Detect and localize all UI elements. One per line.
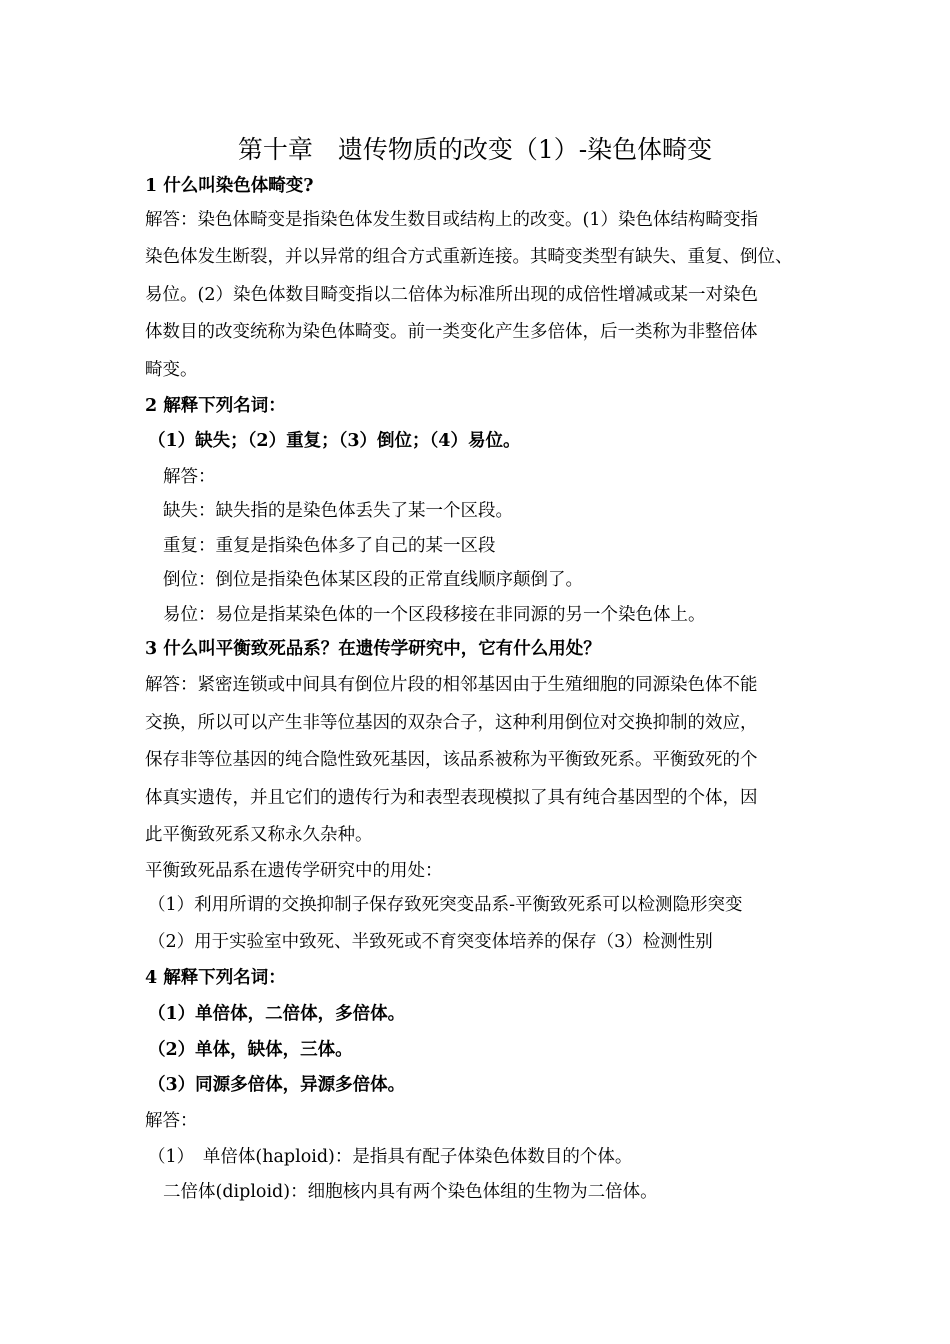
question-1-heading: 1 什么叫染色体畸变? [145, 176, 314, 196]
question-4-heading: 4 解释下列名词： [145, 968, 286, 988]
question-4-term-item: （2）单体，缺体，三体。 [148, 1040, 353, 1060]
question-3-answer-line: 体真实遗传，并且它们的遗传行为和表型表现模拟了具有纯合基因型的个体，因 [145, 788, 758, 808]
question-2-answer-item: 倒位：倒位是指染色体某区段的正常直线顺序颠倒了。 [163, 570, 583, 590]
question-1-answer-line: 畸变。 [145, 360, 198, 380]
question-1-answer-line: 易位。(2）染色体数目畸变指以二倍体为标准所出现的成倍性增减或某一对染色 [145, 285, 758, 305]
question-2-answer-item: 重复：重复是指染色体多了自己的某一区段 [163, 536, 496, 556]
question-2-terms: （1）缺失；（2）重复；（3）倒位；（4）易位。 [148, 431, 521, 451]
question-1-answer-line: 染色体发生断裂，并以异常的组合方式重新连接。其畸变类型有缺失、重复、倒位、 [145, 247, 793, 267]
question-2-heading: 2 解释下列名词： [145, 396, 286, 416]
question-3-answer-line: 保存非等位基因的纯合隐性致死基因，该品系被称为平衡致死系。平衡致死的个 [145, 750, 758, 770]
question-3-use-item: （1）利用所谓的交换抑制子保存致死突变品系-平衡致死系可以检测隐形突变 [148, 895, 743, 915]
question-4-answer-item: （1） 单倍体(haploid)：是指具有配子体染色体数目的个体。 [148, 1147, 633, 1167]
question-3-heading: 3 什么叫平衡致死品系？在遗传学研究中，它有什么用处？ [145, 639, 601, 659]
question-1-answer-line: 体数目的改变统称为染色体畸变。前一类变化产生多倍体，后一类称为非整倍体 [145, 322, 758, 342]
chapter-title: 第十章 遗传物质的改变（1）-染色体畸变 [237, 135, 713, 164]
question-3-uses-heading: 平衡致死品系在遗传学研究中的用处： [145, 861, 443, 881]
question-2-answer-item: 易位：易位是指某染色体的一个区段移接在非同源的另一个染色体上。 [163, 605, 706, 625]
question-2-answer-label: 解答： [163, 467, 216, 487]
question-2-answer-item: 缺失：缺失指的是染色体丢失了某一个区段。 [163, 501, 513, 521]
question-3-use-item: （2）用于实验室中致死、半致死或不育突变体培养的保存（3）检测性别 [148, 932, 713, 952]
question-4-answer-item: 二倍体(diploid)：细胞核内具有两个染色体组的生物为二倍体。 [163, 1182, 658, 1202]
question-3-answer-line: 交换，所以可以产生非等位基因的双杂合子，这种利用倒位对交换抑制的效应， [145, 713, 758, 733]
question-4-term-item: （1）单倍体，二倍体，多倍体。 [148, 1004, 406, 1024]
question-3-answer-line: 此平衡致死系又称永久杂种。 [145, 825, 373, 845]
question-1-answer-line: 解答：染色体畸变是指染色体发生数目或结构上的改变。(1）染色体结构畸变指 [145, 210, 758, 230]
question-3-answer-line: 解答：紧密连锁或中间具有倒位片段的相邻基因由于生殖细胞的同源染色体不能 [145, 675, 758, 695]
question-4-term-item: （3）同源多倍体，异源多倍体。 [148, 1075, 406, 1095]
question-4-answer-label: 解答： [145, 1111, 198, 1131]
